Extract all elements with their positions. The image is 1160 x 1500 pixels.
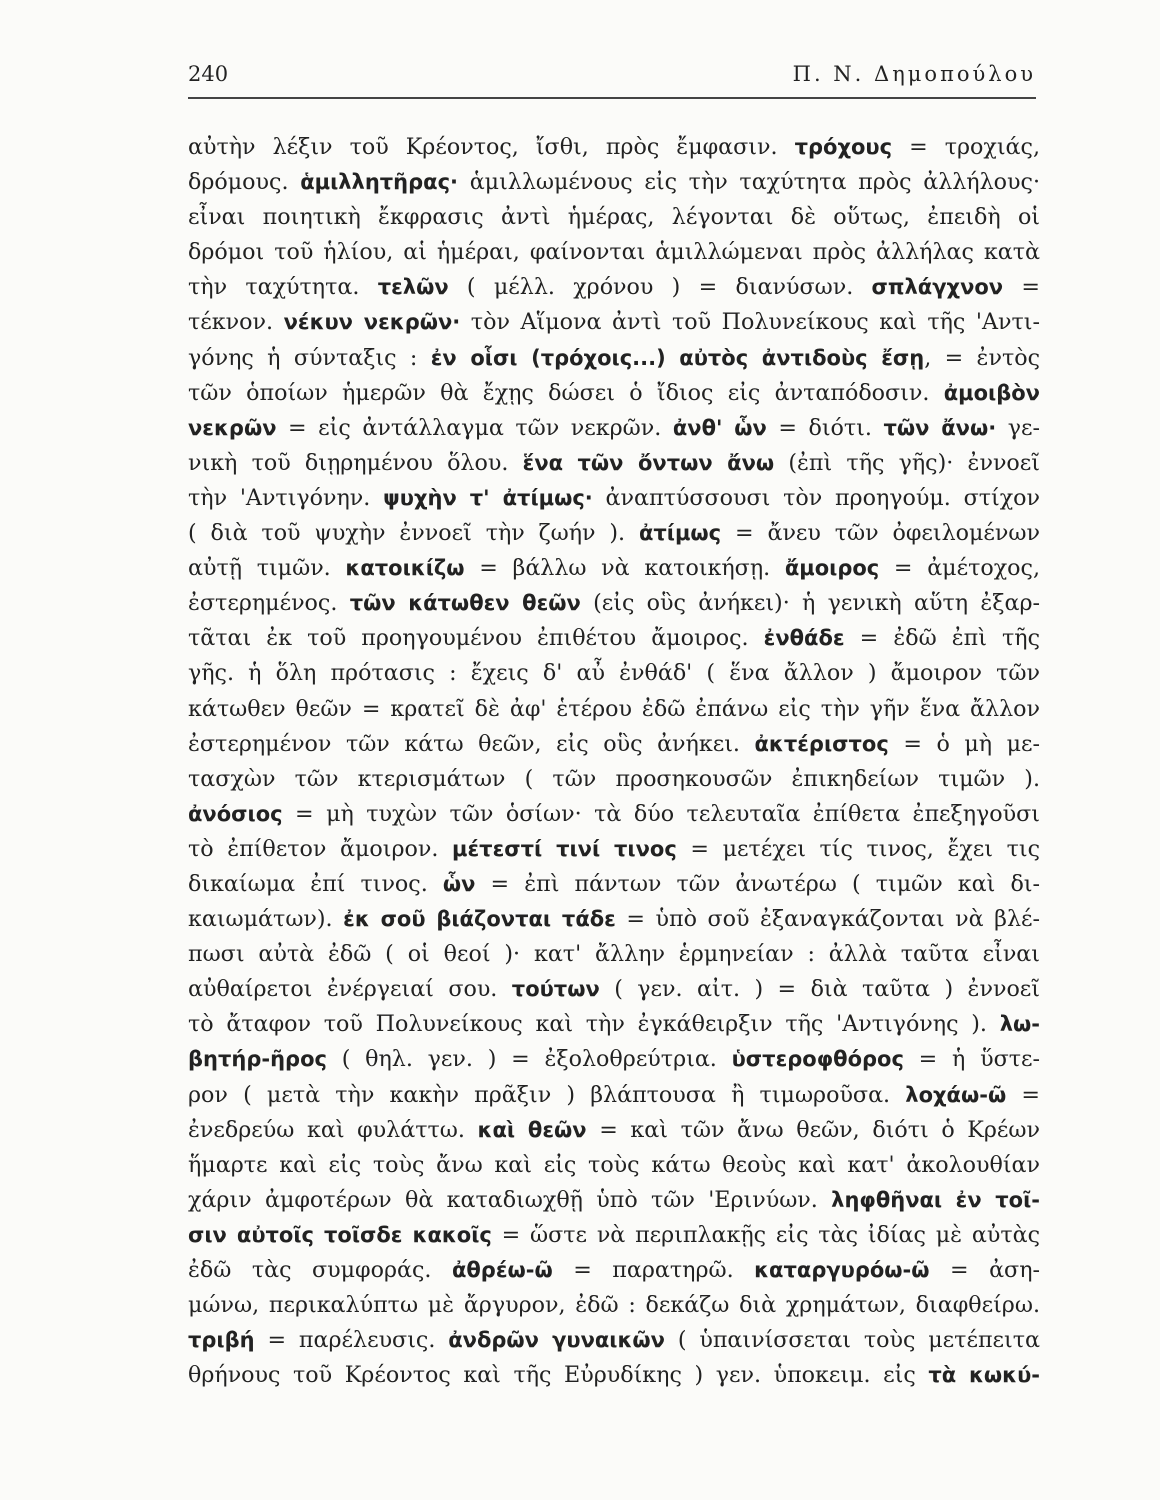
gloss-text: τὴν 'Αντιγόνην.: [188, 484, 384, 511]
gloss-text: γόνης ἡ σύνταξις :: [188, 344, 431, 371]
gloss-text: πωσι αὐτὰ ἐδῶ ( οἱ θεοί )· κατ' ἄλλην ἑρμηνείαν : ἀλλὰ ταῦτα εἶναι: [188, 941, 1040, 968]
commentary-text: [188, 130, 1040, 1393]
gloss-text: γε-: [996, 414, 1040, 441]
gloss-text: = παρατηρῶ.: [552, 1257, 755, 1283]
lemma-term: τριβή: [188, 1328, 255, 1353]
gloss-text: ἀναπτύσσουσι τὸν προηγούμ. στίχον: [592, 484, 1040, 511]
text-line: [188, 235, 1040, 270]
gloss-text: τὴν ταχύτητα.: [188, 274, 378, 301]
gloss-text: ( διὰ τοῦ ψυχὴν ἐννοεῖ τὴν ζωήν ).: [188, 520, 639, 547]
lemma-term: ἕνα τῶν ὄντων ἄνω: [522, 450, 775, 475]
text-line: [188, 1007, 1040, 1042]
text-line: [188, 130, 1040, 165]
gloss-text: ρον ( μετὰ τὴν κακὴν πρᾶξιν ) βλάπτουσα ἢ τιμωροῦσα.: [188, 1081, 906, 1108]
gloss-text: = ἀση-: [929, 1257, 1040, 1283]
text-line: [188, 762, 1040, 797]
gloss-text: νικὴ τοῦ διῃρημένου ὅλου.: [188, 449, 523, 476]
gloss-text: γῆς. ἡ ὅλη πρότασις : ἔχεις δ' αὖ ἐνθάδ' ( ἕνα ἄλλον ) ἄμοιρον τῶν: [188, 660, 1040, 687]
lemma-term: τὰ κωκύ-: [928, 1363, 1040, 1388]
gloss-text: ( μέλλ. χρόνου ) = διανύσων.: [448, 274, 872, 301]
gloss-text: =: [1003, 274, 1040, 301]
lemma-term: μέτεστί τινί τινος: [452, 836, 677, 861]
lemma-term: τελῶν: [377, 275, 449, 300]
text-line: [188, 832, 1040, 867]
text-line: [188, 692, 1040, 727]
lemma-term: ἀνθ' ὧν: [672, 415, 767, 440]
gloss-text: , = ἐντὸς: [924, 344, 1040, 371]
gloss-text: = παρέλευσις.: [254, 1327, 449, 1354]
running-head: Π. Ν. Δημοπούλου: [792, 62, 1036, 86]
lemma-term: σπλάγχνον: [871, 275, 1004, 300]
lemma-term: ἀθρέω-ῶ: [451, 1258, 553, 1282]
gloss-text: τὸ ἐπίθετον ἄμοιρον.: [188, 835, 453, 862]
text-line: [188, 376, 1040, 411]
text-line: [188, 411, 1040, 446]
text-line: [188, 516, 1040, 551]
gloss-text: τὸ ἄταφον τοῦ Πολυνείκους καὶ τὴν ἐγκάθειρξιν τῆς 'Αντιγόνης ).: [188, 1011, 1000, 1038]
lemma-term: νέκυν νεκρῶν·: [283, 310, 461, 335]
lemma-term: νεκρῶν: [188, 415, 277, 440]
gloss-text: = τροχιάς,: [892, 134, 1040, 160]
lemma-term: ἀτίμως: [638, 521, 722, 546]
gloss-text: = διότι.: [766, 414, 884, 441]
lemma-term: καὶ θεῶν: [477, 1117, 587, 1142]
gloss-text: (ἐπὶ τῆς γῆς)· ἐννοεῖ: [774, 449, 1040, 476]
gloss-text: = ἡ ὕστε-: [903, 1046, 1040, 1073]
lemma-term: ὑστεροφθόρος: [731, 1047, 904, 1072]
gloss-text: δρόμους.: [188, 169, 301, 196]
text-line: [188, 1078, 1040, 1113]
page-header: [188, 56, 1036, 100]
gloss-text: δρόμοι τοῦ ἡλίου, αἱ ἡμέραι, φαίνονται ἁμιλλώμεναι πρὸς ἀλλήλας κατὰ: [188, 239, 1040, 266]
gloss-text: δικαίωμα ἐπί τινος.: [188, 870, 443, 897]
gloss-text: μώνω, περικαλύπτω μὲ ἄργυρον, ἐδῶ : δεκάζω διὰ χρημάτων, διαφθείρω.: [188, 1292, 1040, 1319]
text-line: [188, 341, 1040, 376]
gloss-text: καιωμάτων).: [188, 906, 344, 933]
text-line: [188, 165, 1040, 200]
text-line: [188, 902, 1040, 937]
lemma-term: ψυχὴν τ' ἀτίμως·: [383, 485, 593, 510]
text-line: [188, 1183, 1040, 1218]
text-line: [188, 1358, 1040, 1393]
gloss-text: τέκνον.: [188, 309, 284, 336]
text-line: [188, 551, 1040, 586]
gloss-text: ἥμαρτε καὶ εἰς τοὺς ἄνω καὶ εἰς τοὺς κάτω θεοὺς καὶ κατ' ἀκολουθίαν: [188, 1151, 1040, 1178]
text-line: [188, 270, 1040, 305]
gloss-text: = ὥστε νὰ περιπλακῇς εἰς τὰς ἰδίας μὲ αὐτὰς: [491, 1221, 1040, 1248]
gloss-text: = ἐπὶ πάντων τῶν ἀνωτέρω ( τιμῶν καὶ δι-: [475, 870, 1040, 897]
lemma-term: ἀνδρῶν γυναικῶν: [448, 1328, 665, 1353]
gloss-text: =: [1006, 1081, 1040, 1108]
gloss-text: αὐτῇ τιμῶν.: [188, 555, 346, 582]
lemma-term: τρόχους: [794, 135, 893, 159]
gloss-text: κάτωθεν θεῶν = κρατεῖ δὲ ἀφ' ἑτέρου ἐδῶ ἐπάνω εἰς τὴν γῆν ἕνα ἄλλον: [188, 695, 1040, 722]
text-line: [188, 867, 1040, 902]
gloss-text: (εἰς οὓς ἀνήκει)· ἡ γενικὴ αὕτη ἐξαρ-: [580, 590, 1040, 617]
lemma-term: ἐνθάδε: [763, 626, 845, 651]
gloss-text: τῶν ὁποίων ἡμερῶν θὰ ἔχῃς δώσει ὁ ἴδιος εἰς ἀνταπόδοσιν.: [188, 379, 944, 406]
gloss-text: = ὑπὸ σοῦ ἐξαναγκάζονται νὰ βλέ-: [615, 906, 1040, 933]
gloss-text: ἐστερημένος.: [188, 590, 350, 617]
lemma-term: ἁμιλλητῆρας·: [300, 170, 459, 195]
gloss-text: αὐθαίρετοι ἐνέργειαί σου.: [188, 976, 512, 1003]
gloss-text: εἶναι ποιητικὴ ἔκφρασις ἀντὶ ἡμέρας, λέγονται δὲ οὕτως, ἐπειδὴ οἱ: [188, 204, 1040, 231]
text-line: [188, 1323, 1040, 1358]
gloss-text: = βάλλω νὰ κατοικήσῃ.: [464, 555, 785, 582]
gloss-text: ἁμιλλωμένους εἰς τὴν ταχύτητα πρὸς ἀλλήλους·: [458, 169, 1040, 196]
text-line: [188, 937, 1040, 972]
text-line: [188, 1042, 1040, 1077]
text-line: [188, 586, 1040, 621]
gloss-text: = ἄνευ τῶν ὀφειλομένων: [721, 520, 1040, 547]
lemma-term: ληφθῆναι ἐν τοῖ-: [831, 1187, 1040, 1212]
lemma-term: ἀμοιβὸν: [943, 380, 1040, 405]
gloss-text: ἐνεδρεύω καὶ φυλάττω.: [188, 1116, 478, 1143]
lemma-term: σιν αὐτοῖς τοῖσδε κακοῖς: [188, 1222, 492, 1247]
lemma-term: κατοικίζω: [345, 556, 465, 581]
page-number: 240: [188, 62, 229, 86]
gloss-text: ( θηλ. γεν. ) = ἐξολοθρεύτρια.: [326, 1046, 732, 1073]
gloss-text: = ὁ μὴ με-: [888, 730, 1040, 757]
lemma-term: ἐν οἷσι (τρόχοις...) αὐτὸς ἀντιδοὺς ἔσῃ: [430, 345, 925, 370]
lemma-term: τῶν ἄνω·: [883, 415, 997, 440]
text-line: [188, 1113, 1040, 1148]
gloss-text: = καὶ τῶν ἄνω θεῶν, διότι ὁ Κρέων: [586, 1116, 1040, 1143]
lemma-term: ἀνόσιος: [188, 801, 283, 826]
text-line: [188, 621, 1040, 656]
lemma-term: λω-: [999, 1012, 1040, 1037]
gloss-text: τὸν Αἵμονα ἀντὶ τοῦ Πολυνείκους καὶ τῆς 'Αντι-: [460, 309, 1040, 336]
text-line: [188, 200, 1040, 235]
gloss-text: αὐτὴν λέξιν τοῦ Κρέοντος, ἴσθι, πρὸς ἔμφασιν.: [188, 134, 795, 160]
text-line: [188, 797, 1040, 832]
header-rule: [188, 97, 1036, 99]
text-line: [188, 727, 1040, 762]
lemma-term: λοχάω-ῶ: [905, 1082, 1007, 1107]
gloss-text: ἐστερημένον τῶν κάτω θεῶν, εἰς οὓς ἀνήκει.: [188, 730, 755, 757]
lemma-term: βητήρ-ῆρος: [188, 1047, 327, 1072]
text-line: [188, 1218, 1040, 1253]
text-line: [188, 656, 1040, 691]
gloss-text: = μετέχει τίς τινος, ἔχει τις: [676, 835, 1040, 862]
lemma-term: ὧν: [442, 871, 476, 896]
gloss-text: τασχὼν τῶν κτερισμάτων ( τῶν προσηκουσῶν ἐπικηδείων τιμῶν ).: [188, 765, 1040, 792]
gloss-text: = μὴ τυχὼν τῶν ὁσίων· τὰ δύο τελευταῖα ἐπίθετα ἐπεξηγοῦσι: [282, 800, 1040, 827]
gloss-text: ἐδῶ τὰς συμφοράς.: [188, 1257, 452, 1283]
gloss-text: = ἀμέτοχος,: [879, 555, 1040, 582]
gloss-text: χάριν ἀμφοτέρων θὰ καταδιωχθῇ ὑπὸ τῶν 'Ερινύων.: [188, 1186, 832, 1213]
gloss-text: = ἐδῶ ἐπὶ τῆς: [844, 625, 1040, 652]
lemma-term: τῶν κάτωθεν θεῶν: [349, 591, 581, 616]
gloss-text: ( γεν. αἰτ. ) = διὰ ταῦτα ) ἐννοεῖ: [599, 976, 1040, 1003]
text-line: [188, 1148, 1040, 1183]
lemma-term: τούτων: [511, 977, 600, 1002]
text-line: [188, 1253, 1040, 1288]
gloss-text: τᾶται ἐκ τοῦ προηγουμένου ἐπιθέτου ἄμοιρος.: [188, 625, 764, 652]
text-line: [188, 972, 1040, 1007]
text-line: [188, 305, 1040, 340]
lemma-term: καταργυρόω-ῶ: [754, 1258, 930, 1282]
text-line: [188, 446, 1040, 481]
gloss-text: θρήνους τοῦ Κρέοντος καὶ τῆς Εὐρυδίκης ) γεν. ὑποκειμ. εἰς: [188, 1362, 929, 1389]
text-line: [188, 481, 1040, 516]
gloss-text: ( ὑπαινίσσεται τοὺς μετέπειτα: [664, 1327, 1040, 1354]
gloss-text: = εἰς ἀντάλλαγμα τῶν νεκρῶν.: [276, 414, 673, 441]
lemma-term: ἐκ σοῦ βιάζονται τάδε: [343, 907, 616, 932]
lemma-term: ἄμοιρος: [784, 556, 880, 581]
lemma-term: ἀκτέριστος: [754, 731, 889, 756]
text-line: [188, 1288, 1040, 1323]
